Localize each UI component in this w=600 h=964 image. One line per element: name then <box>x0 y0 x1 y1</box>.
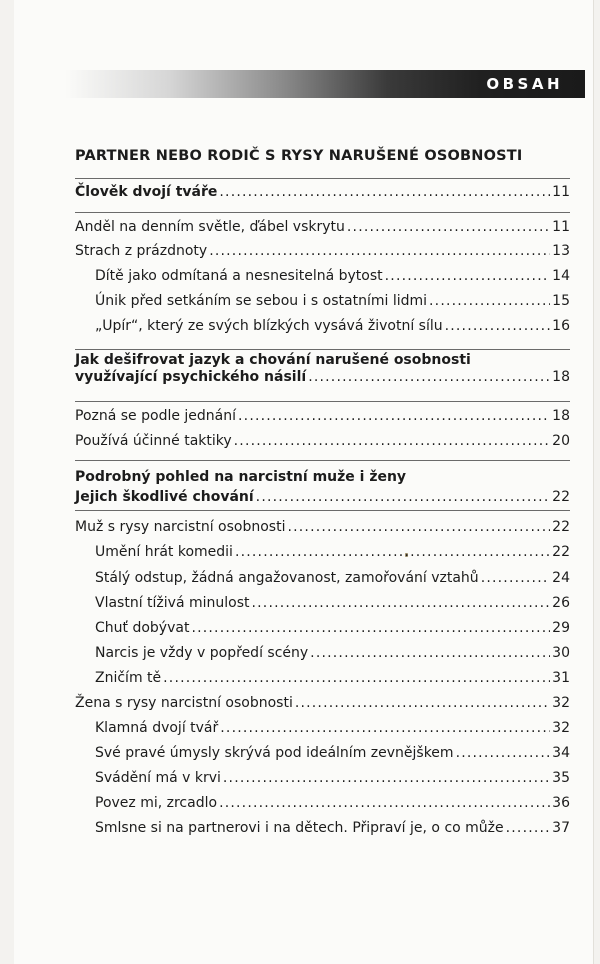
toc-entry <box>75 369 570 389</box>
toc-page-number: 29 <box>552 620 570 636</box>
toc-page-number: 31 <box>552 670 570 686</box>
divider <box>75 510 570 511</box>
toc-entry-title: Člověk dvojí tváře <box>75 184 218 200</box>
toc-page-number: 11 <box>552 219 570 235</box>
toc-page-number: 36 <box>552 795 570 811</box>
dot-leader <box>219 795 550 811</box>
dot-leader <box>220 720 550 736</box>
toc-page-number: 15 <box>552 293 570 309</box>
toc-heading-line: Jak dešifrovat jazyk a chování narušené osobnosti <box>75 352 471 368</box>
toc-entry <box>75 408 570 428</box>
toc-entry-title: Únik před setkáním se sebou i s ostatními lidmi <box>95 293 428 309</box>
toc-page-number: 18 <box>552 408 570 424</box>
toc-entry <box>75 489 570 509</box>
dot-leader <box>256 489 551 505</box>
toc-entry <box>75 243 570 263</box>
toc-page-number: 34 <box>552 745 570 761</box>
toc-subentry <box>95 645 570 665</box>
toc-subentry <box>95 268 570 288</box>
dot-leader <box>506 820 551 836</box>
dot-leader <box>308 369 550 385</box>
divider <box>75 349 570 350</box>
toc-subentry <box>95 293 570 313</box>
toc-entry <box>75 219 570 239</box>
dot-leader <box>429 293 550 309</box>
toc-page-number: 26 <box>552 595 570 611</box>
toc-entry <box>75 433 570 453</box>
toc-entry-title: Smlsne si na partnerovi i na dětech. Připraví je, o co může <box>95 820 504 836</box>
dot-leader <box>163 670 550 686</box>
toc-page-number: 11 <box>552 184 570 200</box>
divider <box>75 460 570 461</box>
toc-subentry <box>95 770 570 790</box>
dot-leader <box>456 745 551 761</box>
toc-entry-title: Žena s rysy narcistní osobnosti <box>75 695 293 711</box>
toc-page-number: 16 <box>552 318 570 334</box>
dot-leader <box>219 184 550 200</box>
toc-subentry <box>95 620 570 640</box>
toc-entry-title: Muž s rysy narcistní osobnosti <box>75 519 286 535</box>
dot-leader <box>347 219 550 235</box>
toc-entry-title: Své pravé úmysly skrývá pod ideálním zevnějškem <box>95 745 454 761</box>
header-label: OBSAH <box>486 75 563 93</box>
toc-page-number: 20 <box>552 433 570 449</box>
toc-page-number: 22 <box>552 489 570 505</box>
toc-entry-title: využívající psychického násilí <box>75 369 307 385</box>
toc-entry-title: Svádění má v krvi <box>95 770 221 786</box>
toc-page-number: 30 <box>552 645 570 661</box>
toc-page-number: 22 <box>552 544 570 560</box>
toc-subentry <box>95 795 570 815</box>
toc-page-number: 32 <box>552 720 570 736</box>
toc-entry-title: Dítě jako odmítaná a nesnesitelná bytost <box>95 268 383 284</box>
dot-leader <box>191 620 550 636</box>
toc-entry <box>75 519 570 539</box>
toc-entry <box>75 695 570 715</box>
dot-leader <box>295 695 550 711</box>
header-band <box>65 70 585 98</box>
toc-entry-title: Povez mi, zrcadlo <box>95 795 218 811</box>
dot-leader <box>481 570 550 586</box>
toc-entry-title: Zničím tě <box>95 670 162 686</box>
dot-leader <box>385 268 551 284</box>
dot-leader <box>223 770 550 786</box>
toc-subentry <box>95 745 570 765</box>
toc-subentry <box>95 670 570 690</box>
divider <box>75 212 570 213</box>
dot-leader <box>238 408 550 424</box>
toc-entry-title: Používá účinné taktiky <box>75 433 232 449</box>
toc-page-number: 14 <box>552 268 570 284</box>
toc-entry-title: Jejich škodlivé chování <box>75 489 254 505</box>
toc-subentry <box>95 595 570 615</box>
toc-entry-title: Anděl na denním světle, ďábel vskrytu <box>75 219 345 235</box>
toc-page-number: 22 <box>552 519 570 535</box>
toc-entry-title: Narcis je vždy v popředí scény <box>95 645 309 661</box>
toc-entry-title: Vlastní tíživá minulost <box>95 595 250 611</box>
toc-entry-title: Chuť dobývat <box>95 620 190 636</box>
toc-entry-title: Klamná dvojí tvář <box>95 720 219 736</box>
toc-page-number: 18 <box>552 369 570 385</box>
toc-heading-line: Podrobný pohled na narcistní muže i ženy <box>75 469 407 485</box>
divider <box>75 401 570 402</box>
dot-leader <box>287 519 550 535</box>
toc-entry-title: Pozná se podle jednání <box>75 408 237 424</box>
toc-page-number: 35 <box>552 770 570 786</box>
toc-entry-title: Strach z prázdnoty <box>75 243 208 259</box>
divider <box>75 178 570 179</box>
dot-leader <box>445 318 551 334</box>
part-title: PARTNER NEBO RODIČ S RYSY NARUŠENÉ OSOBNOSTI <box>75 148 523 164</box>
toc-subentry <box>95 720 570 740</box>
dot-leader <box>234 433 551 449</box>
toc-page-number: 24 <box>552 570 570 586</box>
toc-subentry <box>95 820 570 840</box>
toc-page-number: 13 <box>552 243 570 259</box>
toc-subentry <box>95 544 570 564</box>
toc-entry-title: Stálý odstup, žádná angažovanost, zamořování vztahů <box>95 570 479 586</box>
toc-page-number: 37 <box>552 820 570 836</box>
dot-leader <box>235 544 550 560</box>
toc-page-number: 32 <box>552 695 570 711</box>
toc-subentry <box>95 318 570 338</box>
dot-leader <box>209 243 550 259</box>
dot-leader <box>252 595 551 611</box>
toc-entry-title: Umění hrát komedii <box>95 544 233 560</box>
toc-subentry <box>95 570 570 590</box>
dot-leader <box>310 645 550 661</box>
toc-entry-title: „Upír“, který ze svých blízkých vysává životní sílu <box>95 318 443 334</box>
toc-entry <box>75 184 570 204</box>
